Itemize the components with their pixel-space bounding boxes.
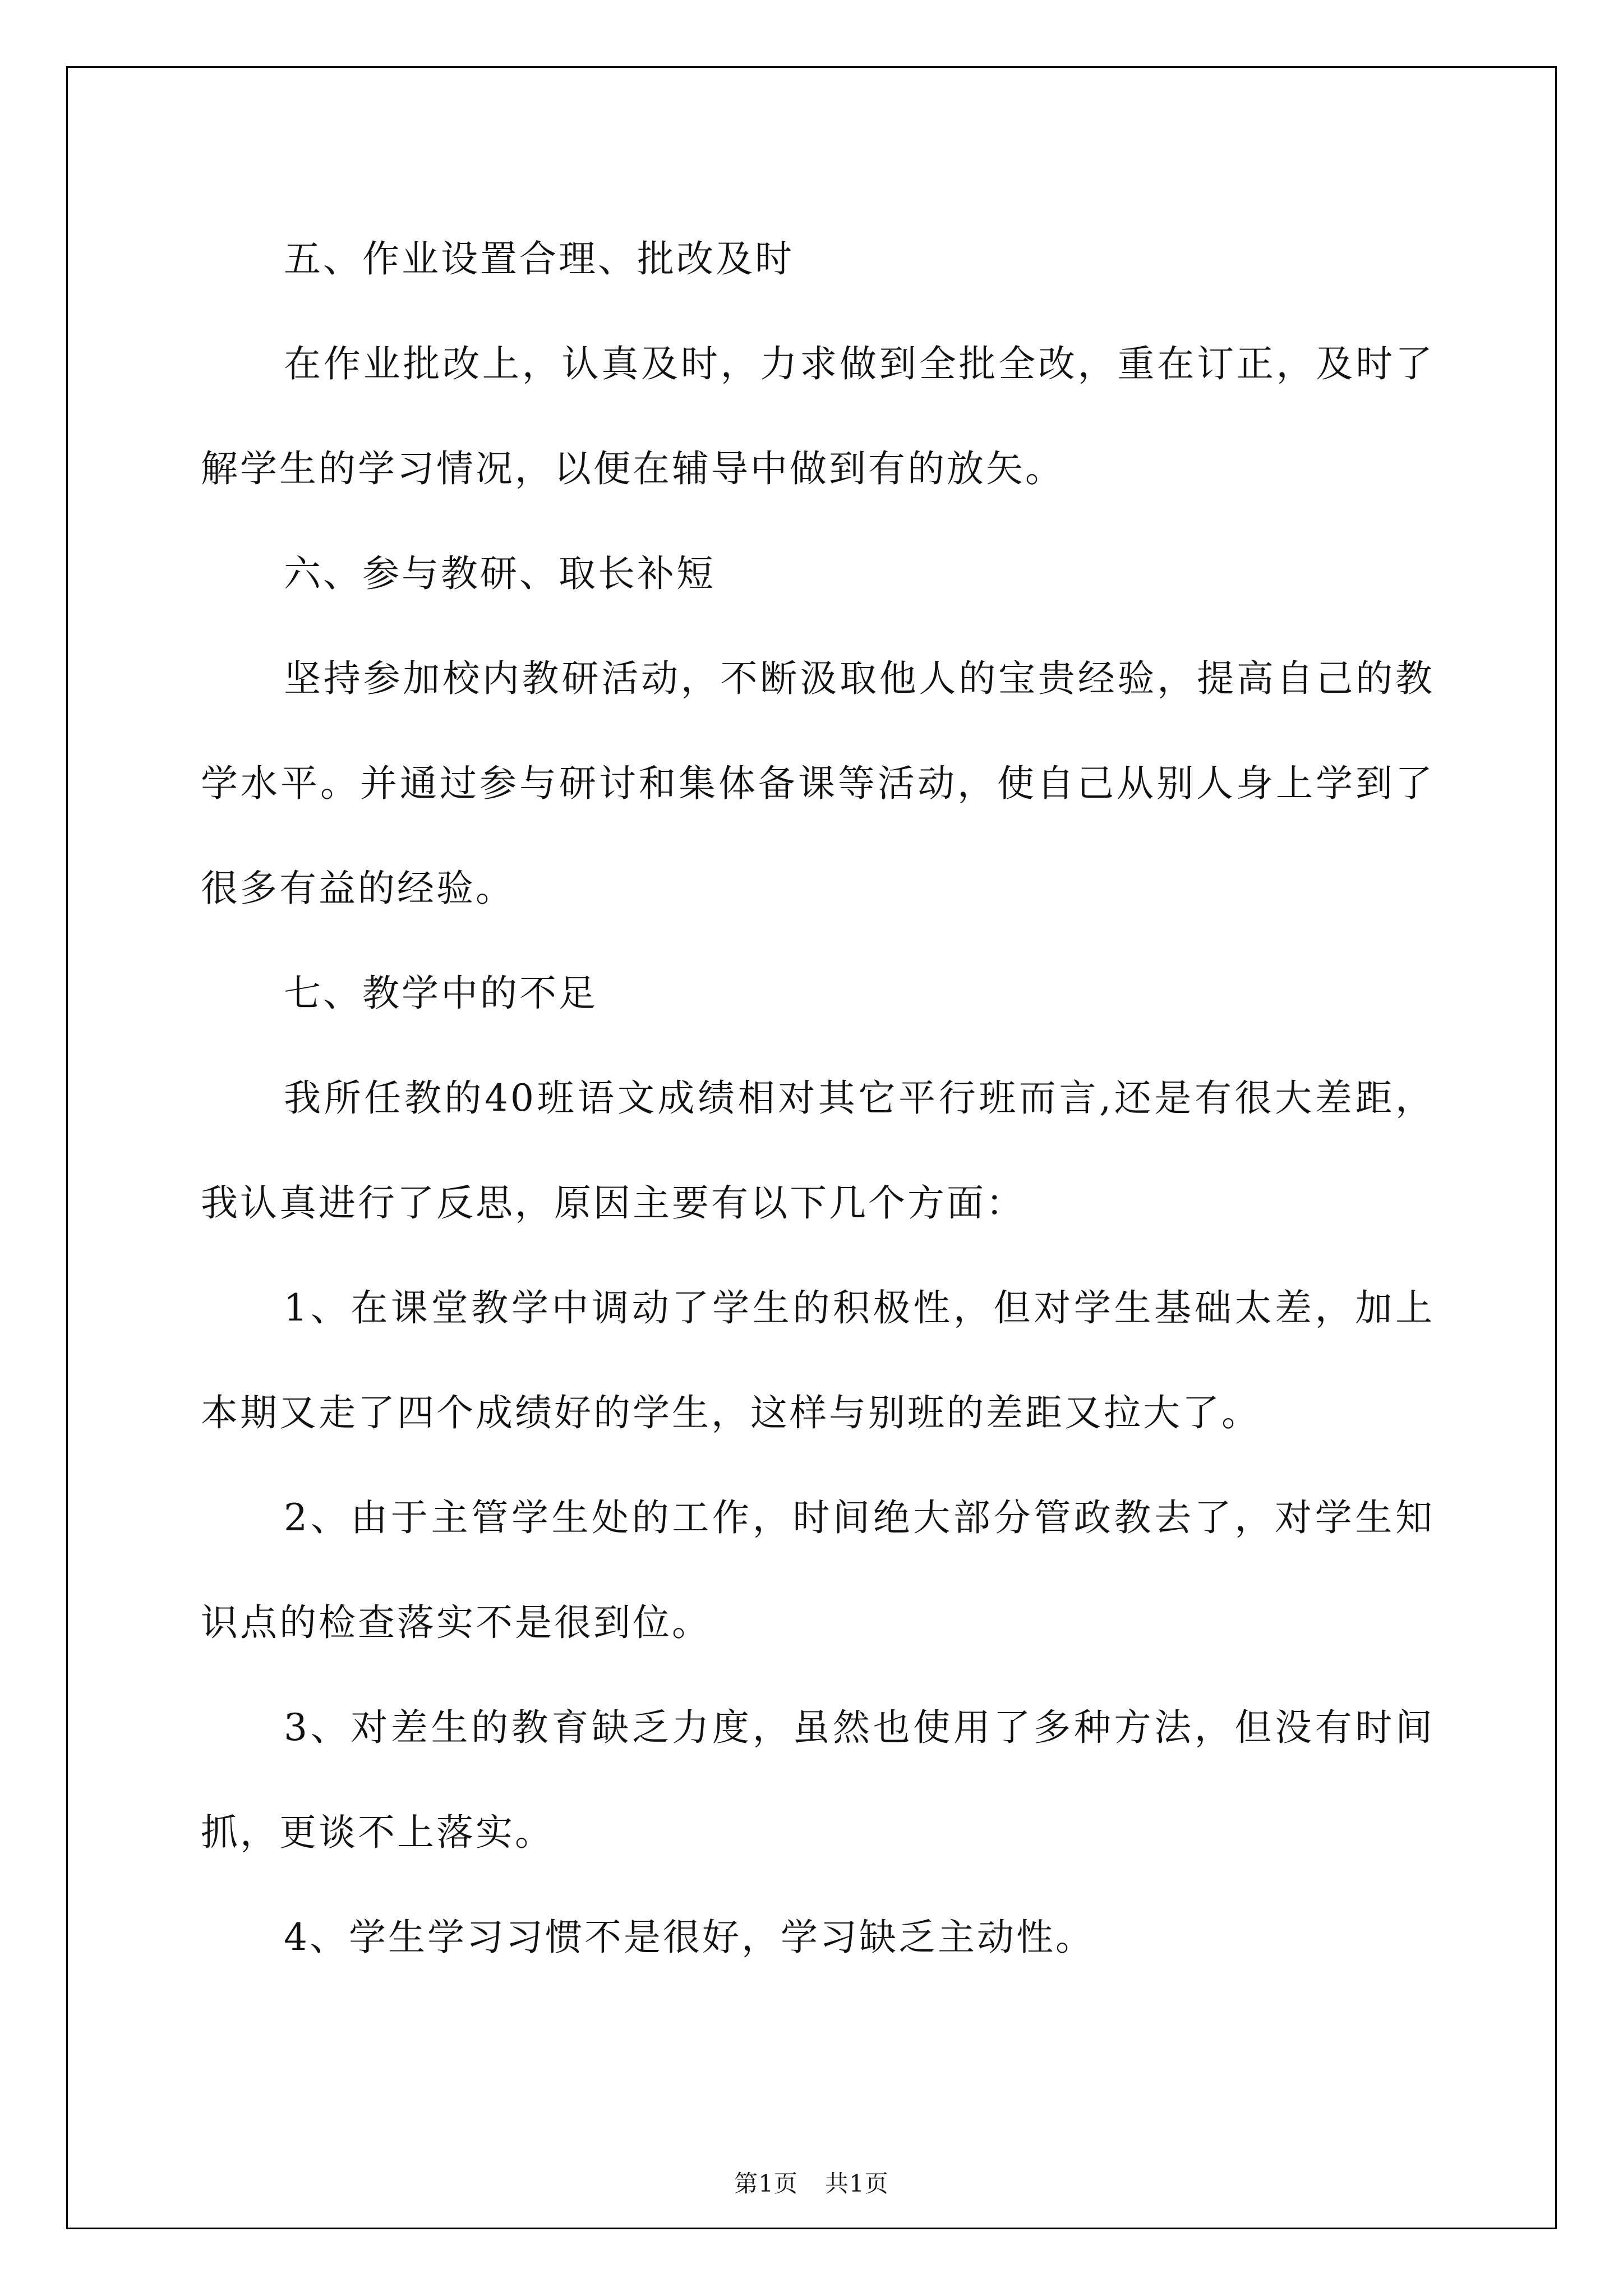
section-heading-7: 七、教学中的不足 (284, 972, 598, 1015)
paragraph: 我所任教的40班语文成绩相对其它平行班而言,还是有很大差距，我认真进行了反思，原因主要有以下几个方面： (201, 1076, 1435, 1225)
paragraph: 在作业批改上，认真及时，力求做到全批全改，重在订正，及时了解学生的学习情况，以便在辅导中做到有的放矢。 (201, 342, 1435, 490)
page-number-current: 第1页 (734, 2170, 798, 2197)
section-heading-6: 六、参与教研、取长补短 (284, 552, 716, 595)
page-number-total: 共1页 (825, 2170, 889, 2197)
list-item: 4、学生学习习惯不是很好，学习缺乏主动性。 (284, 1916, 1095, 1959)
list-item: 2、由于主管学生处的工作，时间绝大部分管政教去了，对学生知识点的检查落实不是很到位。 (201, 1496, 1435, 1644)
list-item: 1、在课堂教学中调动了学生的积极性，但对学生基础太差，加上本期又走了四个成绩好的学生，这样与别班的差距又拉大了。 (201, 1286, 1435, 1434)
list-item: 3、对差生的教育缺乏力度，虽然也使用了多种方法，但没有时间抓，更谈不上落实。 (201, 1706, 1435, 1854)
page-footer (0, 2165, 1623, 2199)
section-heading-5: 五、作业设置合理、批改及时 (284, 237, 794, 280)
paragraph: 坚持参加校内教研活动，不断汲取他人的宝贵经验，提高自己的教学水平。并通过参与研讨和集体备课等活动，使自己从别人身上学到了很多有益的经验。 (201, 657, 1435, 910)
document-body (201, 206, 1435, 1990)
